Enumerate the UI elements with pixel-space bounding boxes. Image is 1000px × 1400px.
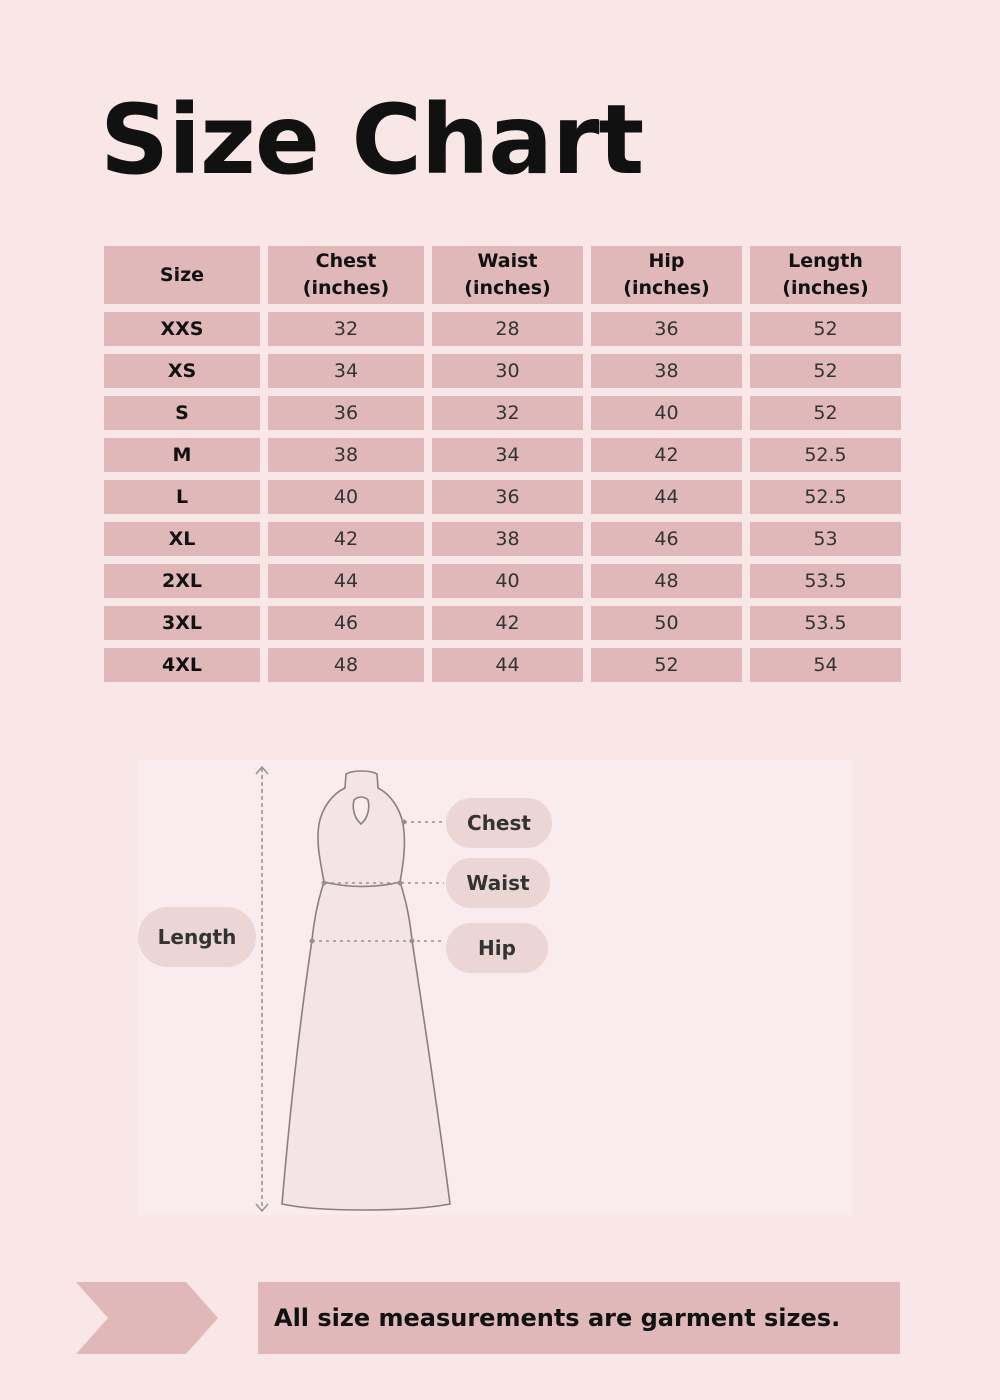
chest-cell: 46 (268, 606, 424, 640)
hip-cell: 42 (591, 438, 742, 472)
waist-cell: 30 (432, 354, 583, 388)
waist-cell: 44 (432, 648, 583, 682)
table-row (104, 522, 901, 556)
chest-cell: 36 (268, 396, 424, 430)
size-cell: 2XL (104, 564, 260, 598)
length-cell: 52.5 (750, 480, 901, 514)
waist-cell: 38 (432, 522, 583, 556)
chest-cell: 48 (268, 648, 424, 682)
hip-cell: 36 (591, 312, 742, 346)
size-cell: XL (104, 522, 260, 556)
waist-cell: 28 (432, 312, 583, 346)
table-row (104, 354, 901, 388)
header-waist: Waist (inches) (432, 246, 583, 304)
length-cell: 52.5 (750, 438, 901, 472)
size-cell: XXS (104, 312, 260, 346)
table-row (104, 480, 901, 514)
length-arrow-icon (256, 767, 268, 1211)
waist-cell: 36 (432, 480, 583, 514)
length-cell: 53 (750, 522, 901, 556)
chest-cell: 34 (268, 354, 424, 388)
table-row (104, 564, 901, 598)
waist-cell: 32 (432, 396, 583, 430)
page-title: Size Chart (100, 84, 644, 196)
size-cell: 3XL (104, 606, 260, 640)
size-cell: M (104, 438, 260, 472)
waist-cell: 42 (432, 606, 583, 640)
table-row (104, 606, 901, 640)
label-waist: Waist (446, 858, 550, 908)
label-hip: Hip (446, 923, 548, 973)
chevron-arrow-icon (76, 1282, 220, 1354)
table-header-row (104, 246, 901, 304)
hip-cell: 50 (591, 606, 742, 640)
length-cell: 53.5 (750, 564, 901, 598)
waist-cell: 40 (432, 564, 583, 598)
table-row (104, 438, 901, 472)
length-cell: 52 (750, 354, 901, 388)
length-cell: 52 (750, 312, 901, 346)
measurement-diagram (138, 760, 852, 1215)
label-length: Length (138, 907, 256, 967)
chest-cell: 44 (268, 564, 424, 598)
header-length: Length (inches) (750, 246, 901, 304)
size-cell: XS (104, 354, 260, 388)
note-banner (258, 1282, 900, 1354)
header-chest: Chest (inches) (268, 246, 424, 304)
hip-cell: 38 (591, 354, 742, 388)
hip-cell: 40 (591, 396, 742, 430)
size-table (96, 238, 909, 690)
dress-outline-icon (282, 771, 450, 1210)
size-cell: L (104, 480, 260, 514)
hip-cell: 46 (591, 522, 742, 556)
chest-cell: 42 (268, 522, 424, 556)
size-cell: S (104, 396, 260, 430)
waist-cell: 34 (432, 438, 583, 472)
hip-cell: 44 (591, 480, 742, 514)
table-row (104, 396, 901, 430)
label-chest: Chest (446, 798, 552, 848)
table-row (104, 648, 901, 682)
header-size: Size (104, 246, 260, 304)
length-cell: 52 (750, 396, 901, 430)
size-cell: 4XL (104, 648, 260, 682)
hip-cell: 48 (591, 564, 742, 598)
chest-cell: 40 (268, 480, 424, 514)
length-cell: 54 (750, 648, 901, 682)
hip-cell: 52 (591, 648, 742, 682)
length-cell: 53.5 (750, 606, 901, 640)
chest-cell: 32 (268, 312, 424, 346)
note-text: All size measurements are garment sizes. (274, 1304, 841, 1332)
chest-cell: 38 (268, 438, 424, 472)
table-row (104, 312, 901, 346)
header-hip: Hip (inches) (591, 246, 742, 304)
